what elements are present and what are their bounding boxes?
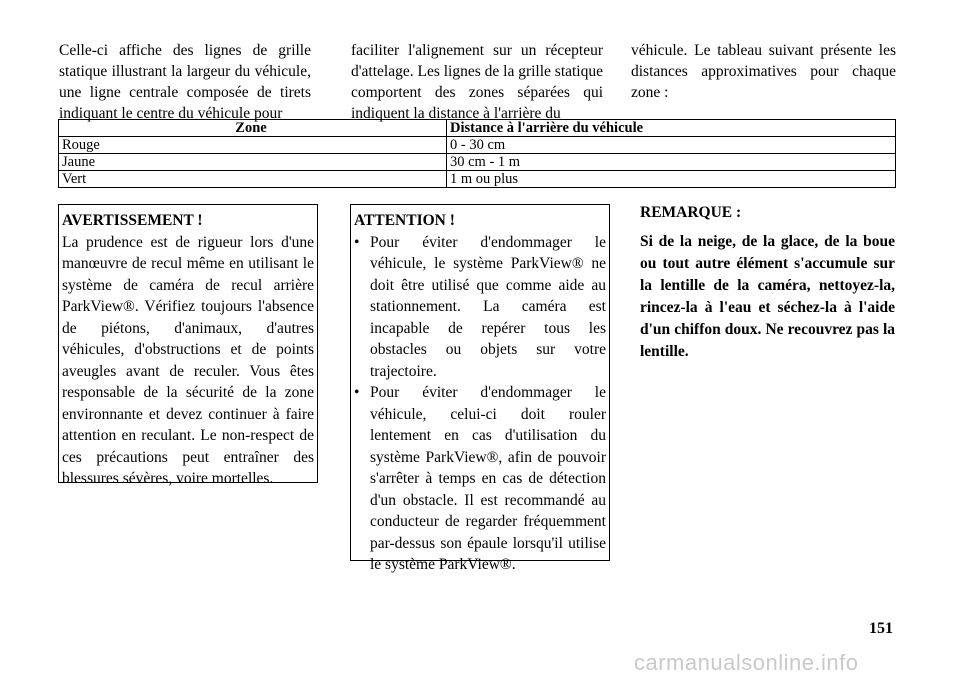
table-row (59, 137, 896, 154)
intro-column-1 (59, 40, 311, 124)
attention-item-text: Pour éviter d'endommager le véhicule, celui-ci doit rouler lentement en cas d'utilisation du système ParkView®, afin de pouvoir s'arrêter à temps en cas de détection d'un obstacle. Il est recommandé au conducteur de regarder fréquemment par-dessus son épaule lorsqu'il utilise le système ParkView®. (370, 384, 606, 573)
intro-text-3: véhicule. Le tableau suivant présente les distances approximatives pour chaque zone : (631, 42, 896, 101)
table-row (59, 171, 896, 188)
page-number: 151 (869, 620, 893, 637)
warning-title: AVERTISSEMENT ! (62, 212, 203, 229)
table-header-distance: Distance à l'arrière du véhicule (447, 120, 896, 137)
attention-box (350, 204, 610, 573)
attention-title: ATTENTION ! (354, 212, 455, 229)
bullet-icon: • (354, 384, 360, 401)
table-cell-zone: Jaune (59, 154, 447, 171)
warning-box (58, 204, 318, 487)
table-cell-distance: 0 - 30 cm (447, 137, 896, 154)
attention-list (354, 232, 606, 576)
note-section (640, 202, 895, 363)
intro-text-1: Celle-ci affiche des lignes de grille statique illustrant la largeur du véhicule, une ligne centrale composée de tirets indiquant le centre du véhicule pour (59, 42, 311, 122)
zone-distance-table (58, 119, 896, 188)
table-cell-distance: 1 m ou plus (447, 171, 896, 188)
list-item (354, 232, 606, 383)
warning-body: La prudence est de rigueur lors d'une manœuvre de recul même en utilisant le système de caméra de recul arrière ParkView®. Vérifiez toujours l'absence de piétons, d'animaux, d'autres véhicules, d'obstructions et de points aveugles avant de reculer. Vous êtes responsable de la sécurité de la zone environnante et devez continuer à faire attention en reculant. Le non-respect de ces précautions peut entraîner des blessures sévères, voire mortelles. (62, 233, 314, 487)
table-header-row (59, 120, 896, 137)
note-body: Si de la neige, de la glace, de la boue ou tout autre élément s'accumule sur la lentille de la caméra, nettoyez-la, rincez-la à l'eau et séchez-la à l'aide d'un chiffon doux. Ne recouvrez pas la lentille. (640, 233, 895, 360)
table-row (59, 154, 896, 171)
intro-column-3 (631, 40, 896, 103)
list-item (354, 382, 606, 576)
table-cell-distance: 30 cm - 1 m (447, 154, 896, 171)
attention-item-text: Pour éviter d'endommager le véhicule, le système ParkView® ne doit être utilisé que comme aide au stationnement. La caméra est incapable de repérer tous les obstacles ou objets sur votre trajectoire. (370, 233, 606, 380)
intro-text-2: faciliter l'alignement sur un récepteur d'attelage. Les lignes de la grille statique comportent des zones séparées qui indiquent la distance à l'arrière du (351, 42, 603, 122)
watermark: carmanualsonline.info (634, 650, 859, 675)
table-header-zone: Zone (59, 120, 447, 137)
intro-column-2 (351, 40, 603, 124)
bullet-icon: • (354, 233, 360, 251)
table-cell-zone: Vert (59, 171, 447, 188)
table-cell-zone: Rouge (59, 137, 447, 154)
note-title: REMARQUE : (640, 204, 742, 221)
